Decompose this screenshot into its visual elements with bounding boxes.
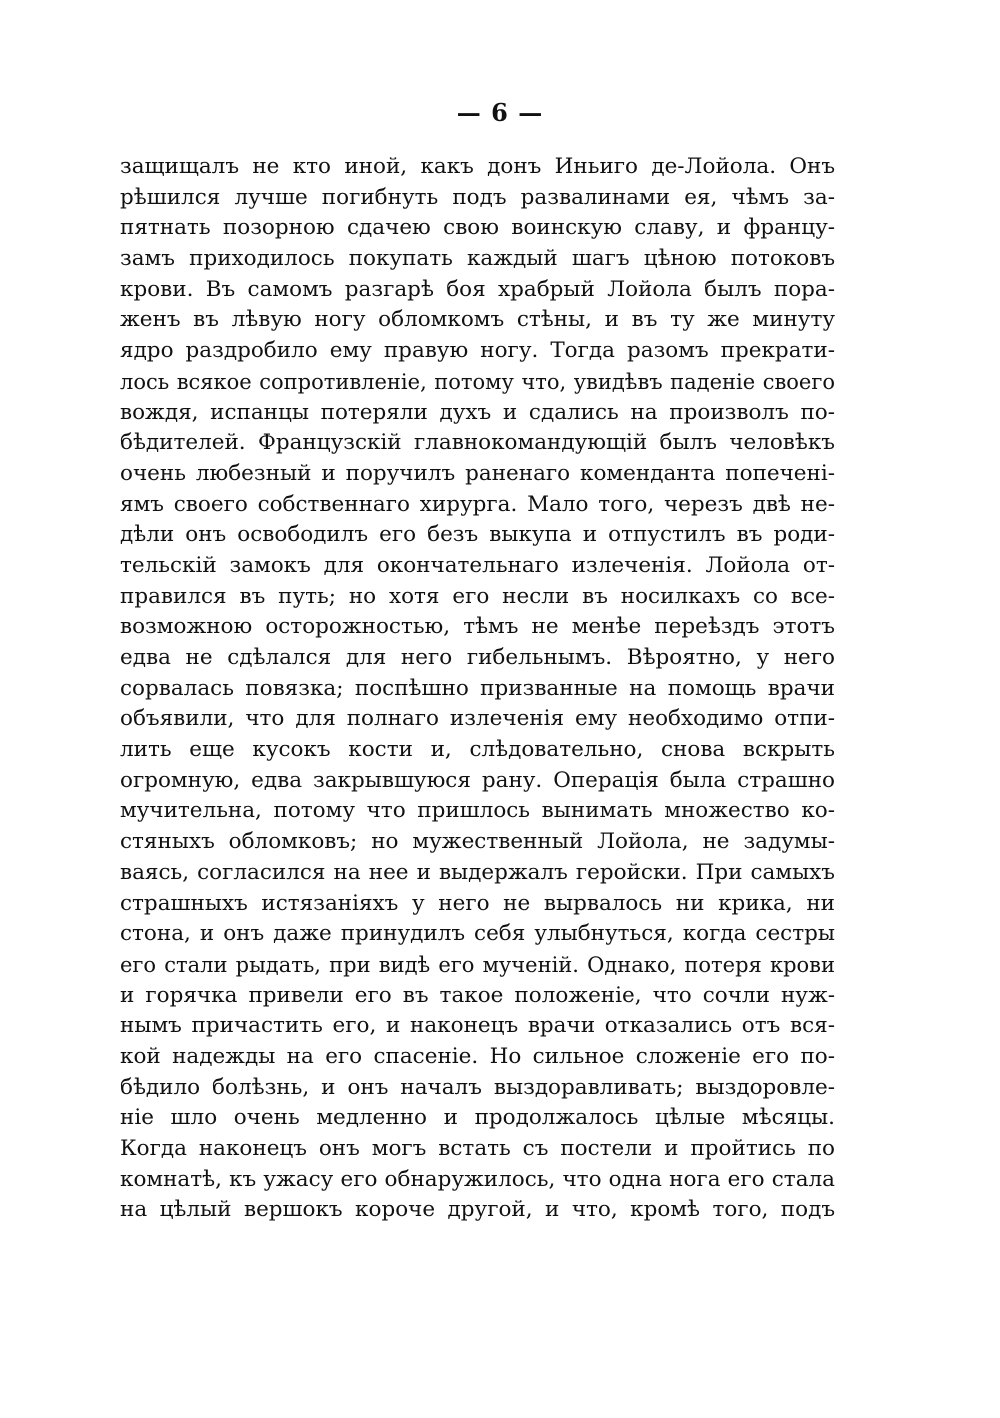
text-line: очень любезный и поручилъ раненаго коменданта попеченi-: [120, 460, 835, 486]
text-line: стяныхъ обломковъ; но мужественный Лойола, не задумы-: [120, 829, 835, 855]
text-line: сорвалась повязка; поспѣшно призванные на помощь врачи: [120, 675, 835, 701]
text-line: кой надежды на его спасеніе. Но сильное сложеніе его по-: [120, 1043, 835, 1069]
text-line: на цѣлый вершокъ короче другой, и что, кромѣ того, подъ: [120, 1197, 835, 1223]
text-line: защищалъ не кто иной, какъ донъ Иньиго де-Лойола. Онъ: [120, 154, 835, 179]
text-line: тельскій замокъ для окончательнаго излеченія. Лойола от-: [120, 552, 835, 578]
text-line: рѣшился лучше погибнуть подъ развалинами ея, чѣмъ за-: [120, 184, 835, 210]
text-line: замъ приходилось покупать каждый шагъ цѣною потоковъ: [120, 246, 835, 272]
text-line: лось всякое сопротивленіе, потому что, увидѣвъ паденіе своего: [120, 369, 835, 394]
text-line: ваясь, согласился на нее и выдержалъ геройски. При самыхъ: [120, 859, 835, 885]
text-line: нымъ причастить его, и наконецъ врачи отказались отъ вся-: [120, 1013, 835, 1039]
text-line: Когда наконецъ онъ могъ встать съ постели и пройтись по: [120, 1136, 835, 1161]
text-line: возможною осторожностью, тѣмъ не менѣе переѣздъ этотъ: [120, 614, 835, 640]
text-line: крови. Въ самомъ разгарѣ боя храбрый Лойола былъ пора-: [120, 276, 835, 302]
text-line: комнатѣ, къ ужасу его обнаружилось, что одна нога его стала: [120, 1166, 835, 1192]
text-line: женъ въ лѣвую ногу обломкомъ стѣны, и въ ту же минуту: [120, 307, 835, 333]
text-line: мучительна, потому что пришлось вынимать множество ко-: [120, 798, 835, 824]
text-line: правился въ путь; но хотя его несли въ носилкахъ со все-: [120, 583, 835, 609]
text-line: его стали рыдать, при видѣ его мученій. Однако, потеря крови: [120, 952, 835, 977]
text-line: стона, и онъ даже принудилъ себя улыбнуться, когда сестры: [120, 921, 835, 947]
text-line: объявили, что для полнаго излеченія ему необходимо отпи-: [120, 706, 835, 732]
text-line: едва не сдѣлался для него гибельнымъ. Вѣроятно, у него: [120, 645, 835, 670]
text-line: огромную, едва закрывшуюся рану. Операція была страшно: [120, 767, 835, 793]
page-number: — 6 —: [456, 98, 544, 127]
body-text: [120, 152, 835, 1226]
text-line: ядро раздробило ему правую ногу. Тогда разомъ прекрати-: [120, 338, 835, 364]
text-line: ніе шло очень медленно и продолжалось цѣлые мѣсяцы.: [120, 1105, 835, 1131]
text-line: страшныхъ истязаніяхъ у него не вырвалось ни крика, ни: [120, 890, 835, 916]
text-line: бѣдителей. Французскій главнокомандующій былъ человѣкъ: [120, 430, 835, 456]
text-line: пятнать позорною сдачею свою воинскую славу, и францу-: [120, 215, 835, 241]
text-line: и горячка привели его въ такое положеніе, что сочли нуж-: [120, 982, 835, 1008]
text-line: лить еще кусокъ кости и, слѣдовательно, снова вскрыть: [120, 737, 835, 763]
text-line: ямъ своего собственнаго хирурга. Мало того, черезъ двѣ не-: [120, 491, 835, 517]
text-line: дѣли онъ освободилъ его безъ выкупа и отпустилъ въ роди-: [120, 522, 835, 548]
text-line: вождя, испанцы потеряли духъ и сдались на произволъ по-: [120, 399, 835, 425]
text-line: бѣдило болѣзнь, и онъ началъ выздоравливать; выздоровле-: [120, 1074, 835, 1100]
